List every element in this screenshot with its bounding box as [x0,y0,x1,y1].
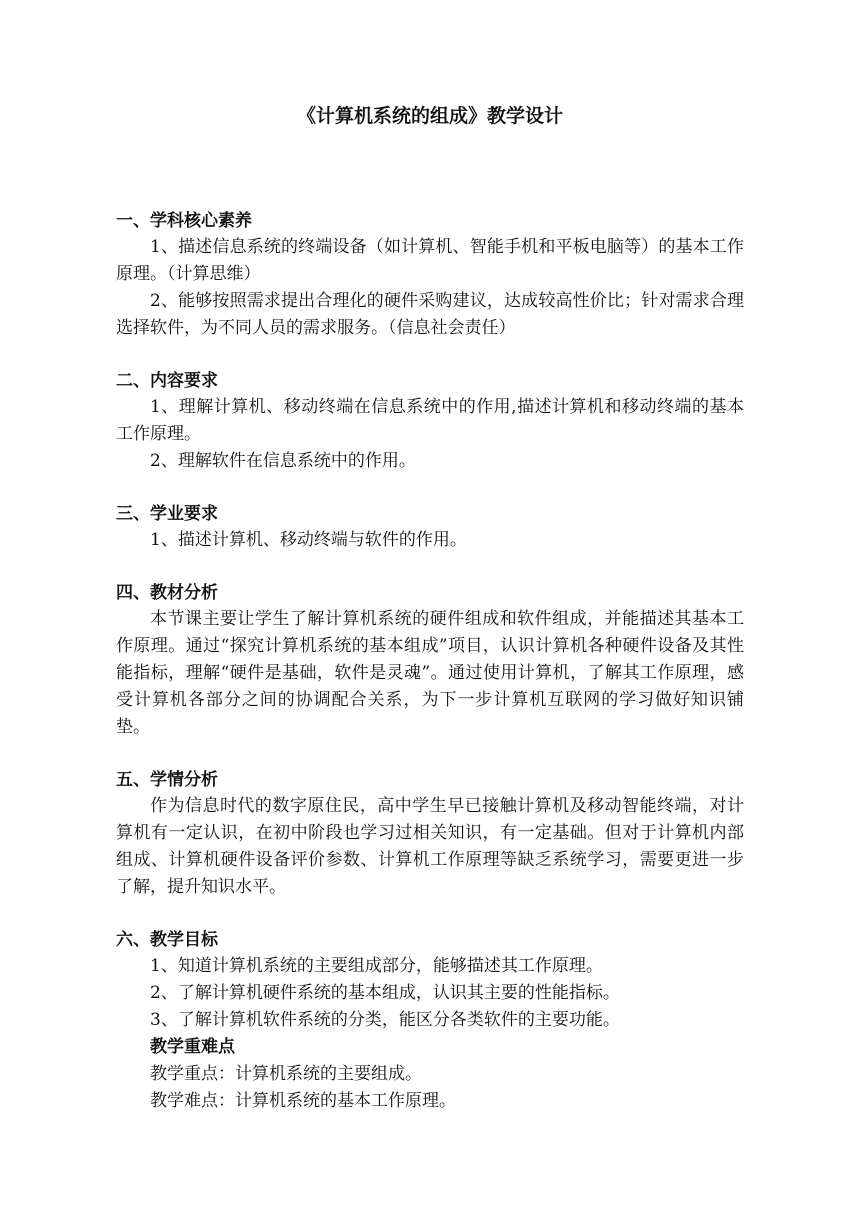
paragraph: 本节课主要让学生了解计算机系统的硬件组成和软件组成，并能描述其基本工作原理。通过“探究计算机系统的基本组成”项目，认识计算机各种硬件设备及其性能指标，理解“硬件是基础，软件是灵魂”。通过使用计算机，了解其工作原理，感受计算机各部分之间的协调配合关系，为下一步计算机互联网的学习做好知识铺垫。 [116,609,744,737]
section-academic-requirements [116,501,744,554]
paragraph: 1、知道计算机系统的主要组成部分，能够描述其工作原理。 [150,956,603,976]
paragraph: 教学重点：计算机系统的主要组成。 [150,1064,422,1084]
paragraph: 1、描述计算机、移动终端与软件的作用。 [150,530,467,550]
paragraph: 2、理解软件在信息系统中的作用。 [150,451,416,471]
subsection-heading: 教学重难点 [150,1037,235,1057]
document-title: 《计算机系统的组成》教学设计 [296,105,563,127]
section-textbook-analysis [116,580,744,741]
section-heading: 六、教学目标 [116,930,218,950]
section-learner-analysis [116,767,744,901]
paragraph: 教学难点：计算机系统的基本工作原理。 [150,1091,456,1111]
section-teaching-objectives [116,927,744,1115]
section-heading: 二、内容要求 [116,371,218,391]
section-core-literacy [116,208,744,342]
paragraph: 1、理解计算机、移动终端在信息系统中的作用,描述计算机和移动终端的基本工作原理。 [116,397,744,444]
section-heading: 四、教材分析 [116,583,218,603]
section-content-requirements [116,368,744,475]
section-heading: 五、学情分析 [116,770,218,790]
paragraph: 作为信息时代的数字原住民，高中学生早已接触计算机及移动智能终端，对计算机有一定认识，在初中阶段也学习过相关知识，有一定基础。但对于计算机内部组成、计算机硬件设备评价参数、计算机工作原理等缺乏系统学习，需要更进一步了解，提升知识水平。 [116,796,744,897]
paragraph: 3、了解计算机软件系统的分类，能区分各类软件的主要功能。 [150,1010,620,1030]
section-heading: 三、学业要求 [116,504,218,524]
section-heading: 一、学科核心素养 [116,211,252,231]
paragraph: 2、能够按照需求提出合理化的硬件采购建议，达成较高性价比；针对需求合理选择软件，为不同人员的需求服务。（信息社会责任） [116,291,744,338]
paragraph: 2、了解计算机硬件系统的基本组成，认识其主要的性能指标。 [150,983,620,1003]
paragraph: 1、描述信息系统的终端设备（如计算机、智能手机和平板电脑等）的基本工作原理。（计算思维） [116,237,744,284]
document-body [116,208,744,1141]
